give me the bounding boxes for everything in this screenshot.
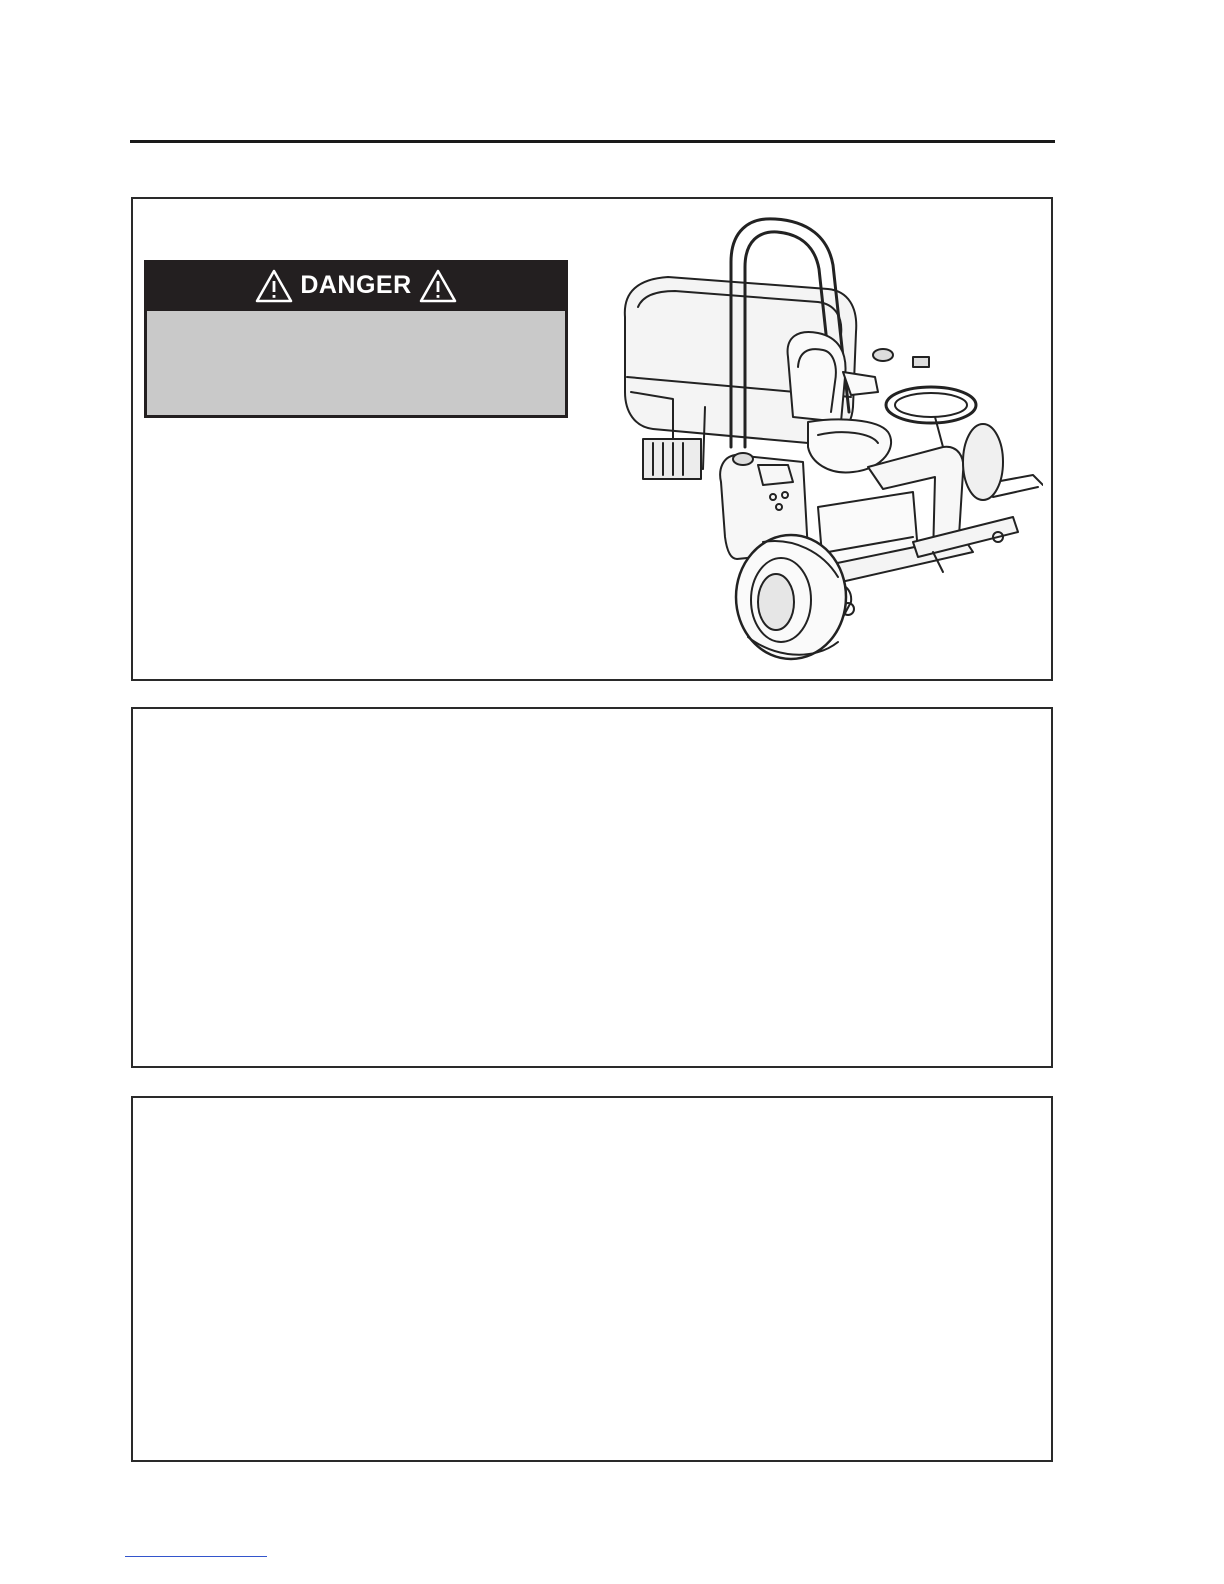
danger-label [144,260,568,418]
safety-panel-danger [131,197,1053,681]
content-panel-3 [131,1096,1053,1462]
content-panel-2 [131,707,1053,1068]
header-rule [130,140,1055,143]
footer-link-underline[interactable] [125,1556,267,1557]
warning-triangle-icon [418,268,458,304]
danger-header [144,260,568,311]
warning-triangle-icon [254,268,294,304]
danger-word: DANGER [300,271,412,299]
riding-mower-illustration [613,207,1043,667]
danger-message-area [144,311,568,418]
